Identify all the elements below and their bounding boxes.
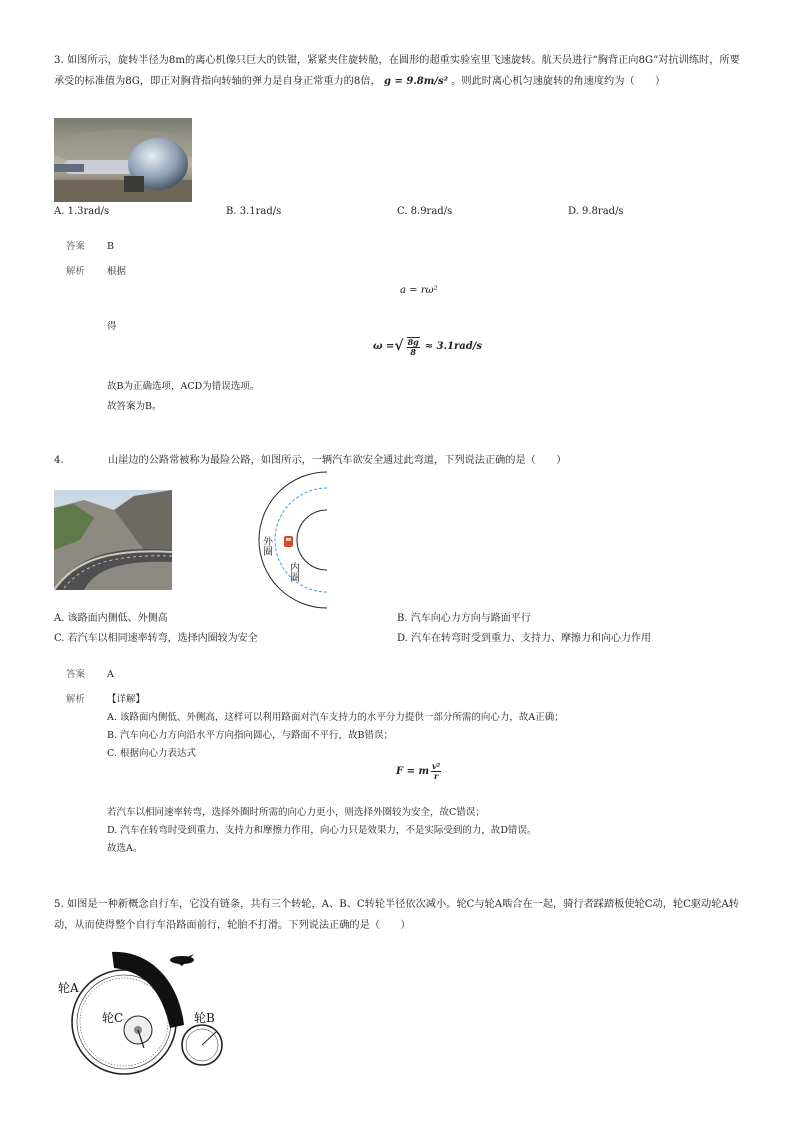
q4-formula-den: r xyxy=(434,771,439,781)
q3-g-formula: g = 9.8m/s² xyxy=(383,76,448,87)
q3-de: 得 xyxy=(107,321,117,332)
q4-analysis-label: 解析 xyxy=(66,694,86,705)
q3-analysis-intro: 根据 xyxy=(107,266,127,277)
q3-text-end: 。则此时离心机匀速旋转的角速度约为（ ） xyxy=(451,76,666,87)
q3-option-b[interactable]: B. 3.1rad/s xyxy=(226,206,282,217)
q3-formula-2: ω = √ $\frac{8g}{8}$ ≈ 3.1rad/s xyxy=(373,337,483,357)
car-icon xyxy=(284,536,293,547)
q3-formula-2-den: 8 xyxy=(410,347,416,357)
q4-line-after-2: D. 汽车在转弯时受到重力、支持力和摩擦力作用，向心力只是效果力，不是实际受到的力，故D错误。 xyxy=(107,825,537,836)
q4-line-after-3: 故选A。 xyxy=(107,843,143,854)
q4-answer: A xyxy=(107,669,114,680)
q4-line-b: B. 汽车向心力方向沿水平方向指向圆心，与路面不平行，故B错误； xyxy=(107,730,394,741)
q4-option-b[interactable]: B. 汽车向心力方向与路面平行 xyxy=(397,613,531,624)
q4-option-a[interactable]: A. 该路面内侧低、外侧高 xyxy=(54,613,168,624)
centrifuge-photo xyxy=(54,118,192,202)
q5-text: 如图是一种新概念自行车，它没有链条，共有三个转轮，A、B、C转轮半径依次减小。轮C与轮A啮合在一起，骑行者踩踏板使轮C动，轮C驱动轮A转动，从而使得整个自行车沿路面前行，轮胎不打滑。下列说法正确的是（ ） xyxy=(54,899,739,931)
q4-formula xyxy=(396,762,443,781)
q3-option-d[interactable]: D. 9.8rad/s xyxy=(568,206,624,217)
q4-detail-title: 【详解】 xyxy=(107,694,146,705)
q3-text: 如图所示，旋转半径为8m的离心机像只巨大的铁钳，紧紧夹住旋转舱，在圆形的超重实验室里飞速旋转。航天员进行“胸背正向8G”对抗训练时，所要承受的标准值为8G，即正对胸背指向转轴的弹力是自身正常重力的8倍， xyxy=(54,55,740,87)
q4-text: 山崖边的公路常被称为最险公路，如图所示，一辆汽车欲安全通过此弯道，下列说法正确的是（ ） xyxy=(108,455,567,466)
q3-analysis-label: 解析 xyxy=(66,266,86,277)
q3-formula-2-num: 8g xyxy=(407,337,419,347)
q4-option-c[interactable]: C. 若汽车以相同速率转弯，选择内圈较为安全 xyxy=(54,633,258,644)
q4-formula-left: F = m xyxy=(396,765,430,777)
q4-option-d[interactable]: D. 汽车在转弯时受到重力、支持力、摩擦力和向心力作用 xyxy=(397,633,652,644)
q3-option-c[interactable]: C. 8.9rad/s xyxy=(397,206,453,217)
q4-line-c: C. 根据向心力表达式 xyxy=(107,748,196,759)
diagram-inner-label: 内圈 xyxy=(287,562,299,582)
wheel-c-label: 轮C xyxy=(102,1011,124,1025)
q3-formula-2-right: ≈ 3.1rad/s xyxy=(424,341,483,352)
q3-answer-label: 答案 xyxy=(66,241,86,252)
curve-diagram xyxy=(255,470,335,610)
q4-number: 4. xyxy=(54,455,64,466)
q4-line-after-1: 若汽车以相同速率转弯，选择外圈时所需的向心力更小，则选择外圈较为安全，故C错误； xyxy=(107,807,485,818)
q4-line-a: A. 该路面内侧低、外侧高，这样可以利用路面对汽车支持力的水平分力提供一部分所需的向心力，故A正确； xyxy=(107,712,564,723)
q3-formula-1: a = rω² xyxy=(400,285,438,296)
q3-conclusion-2: 故答案为B。 xyxy=(107,401,162,412)
mountain-road-photo xyxy=(54,490,172,590)
diagram-outer-label: 外圈 xyxy=(260,536,272,556)
q5-number: 5. xyxy=(54,899,64,910)
q3-conclusion-1: 故B为正确选项，ACD为错误选项。 xyxy=(107,381,260,392)
q3-stem xyxy=(54,50,744,92)
q3-formula-2-left: ω = xyxy=(373,341,395,352)
wheel-b-label: 轮B xyxy=(194,1011,215,1025)
q3-number: 3. xyxy=(54,55,64,66)
wheel-a-label: 轮A xyxy=(58,981,79,995)
q3-answer: B xyxy=(107,241,114,252)
q4-answer-label: 答案 xyxy=(66,669,86,680)
q4-formula-num: v² xyxy=(432,761,441,771)
bicycle-diagram xyxy=(54,940,234,1075)
q5-stem xyxy=(54,894,744,936)
q3-option-a[interactable]: A. 1.3rad/s xyxy=(54,206,110,217)
